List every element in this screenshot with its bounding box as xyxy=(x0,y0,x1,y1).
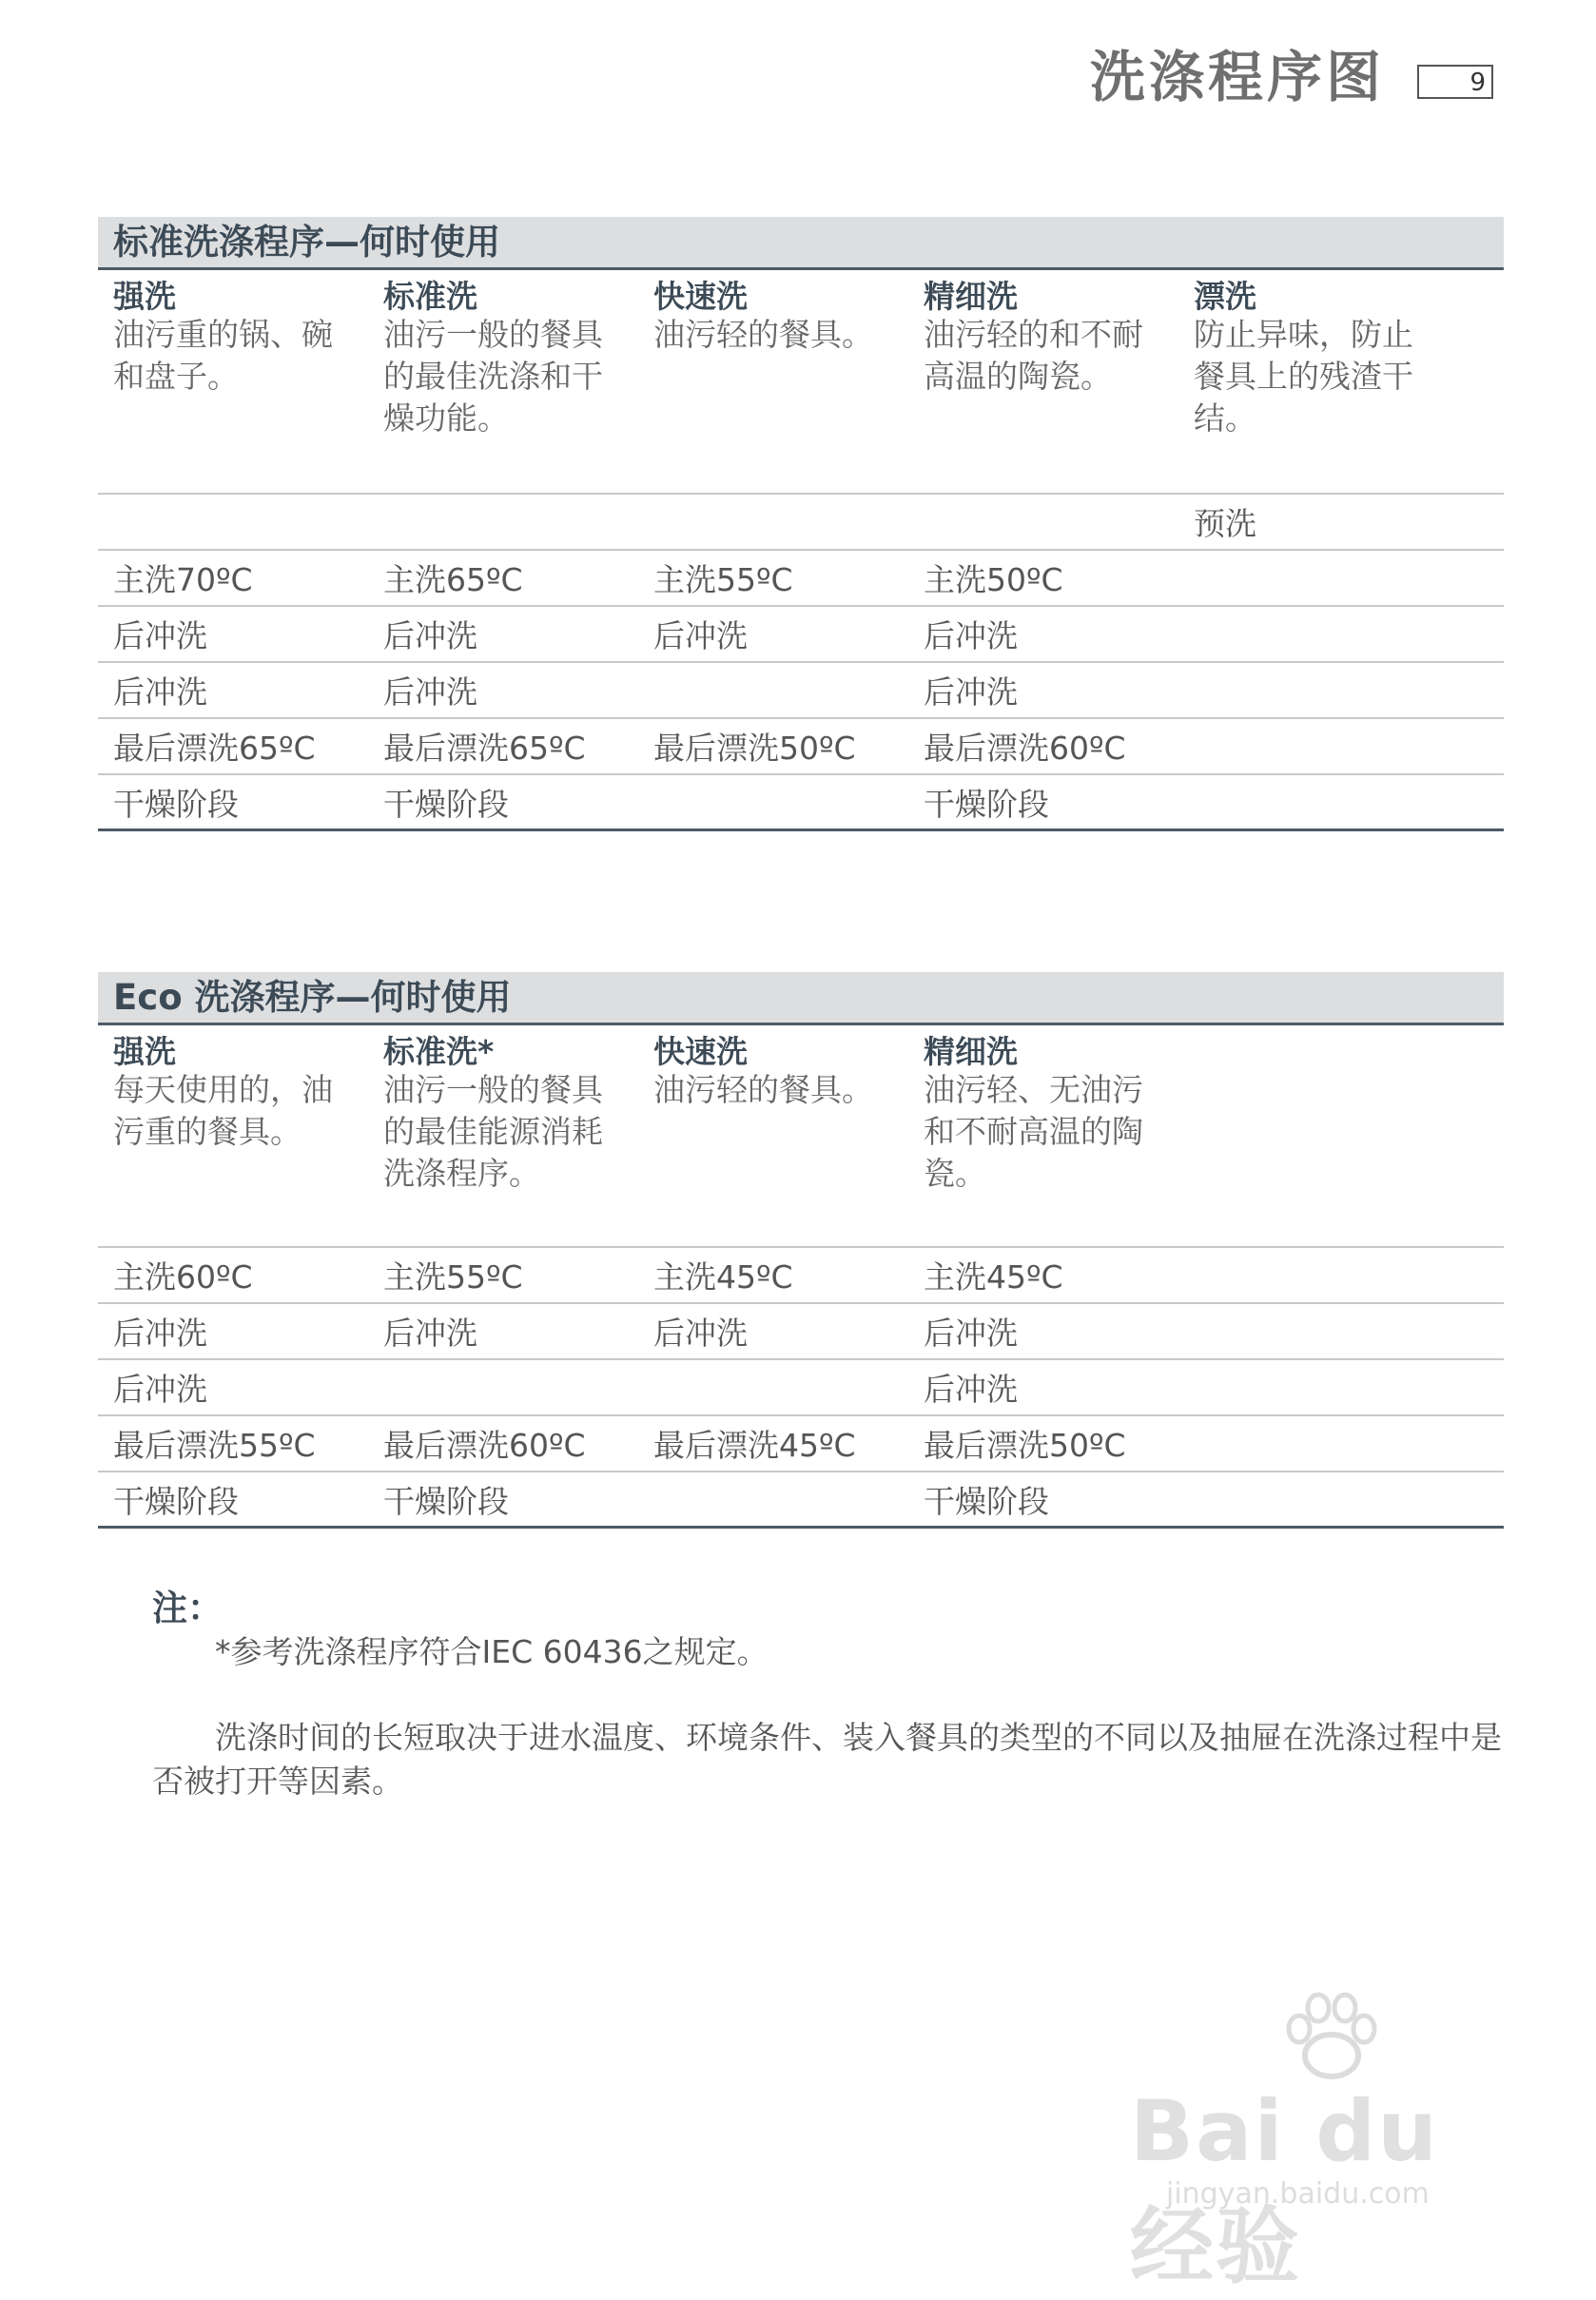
program-description: 油污重的锅、碗和盘子。 xyxy=(113,316,333,395)
step-cell: 主洗45ºC xyxy=(653,1258,793,1296)
page-number: 9 xyxy=(1417,65,1493,99)
table-row xyxy=(98,1416,1504,1472)
table-row xyxy=(98,1472,1504,1529)
program-name: 强洗 xyxy=(113,1033,176,1070)
table-row xyxy=(98,1360,1504,1416)
step-cell: 最后漂洗60ºC xyxy=(383,1427,586,1464)
table-row xyxy=(98,663,1504,719)
note-line: *参考洗涤程序符合IEC 60436之规定。 xyxy=(215,1633,769,1670)
step-cell: 主洗50ºC xyxy=(924,561,1063,598)
watermark-url: jingyan.baidu.com xyxy=(1166,2177,1430,2211)
program-column xyxy=(653,1025,924,1246)
step-cell: 后冲洗 xyxy=(924,1315,1018,1352)
program-description: 油污轻的餐具。 xyxy=(653,316,873,353)
program-column xyxy=(653,270,924,493)
step-cell: 后冲洗 xyxy=(924,617,1018,654)
program-description: 油污一般的餐具的最佳能源消耗洗涤程序。 xyxy=(383,1071,603,1192)
step-cell: 干燥阶段 xyxy=(113,785,239,823)
program-name: 精细洗 xyxy=(924,278,1018,315)
table-row xyxy=(98,1304,1504,1360)
step-cell: 干燥阶段 xyxy=(113,1482,239,1520)
step-cell: 后冲洗 xyxy=(924,1371,1018,1408)
program-column xyxy=(924,1025,1194,1246)
program-column xyxy=(383,270,653,493)
program-name: 强洗 xyxy=(113,278,176,315)
step-cell: 后冲洗 xyxy=(653,617,748,654)
step-cell: 主洗55ºC xyxy=(383,1258,523,1296)
step-cell: 主洗60ºC xyxy=(113,1258,253,1296)
step-cell: 预洗 xyxy=(1194,505,1256,542)
step-cell: 干燥阶段 xyxy=(924,1482,1049,1520)
program-column xyxy=(383,1025,653,1246)
program-description: 油污轻的餐具。 xyxy=(653,1071,873,1108)
program-description: 油污轻的和不耐高温的陶瓷。 xyxy=(924,316,1143,395)
section-title: 标准洗涤程序—何时使用 xyxy=(98,217,1504,270)
program-column xyxy=(924,270,1194,493)
program-column xyxy=(113,270,383,493)
note-line: 洗涤时间的长短取决于进水温度、环境条件、装入餐具的类型的不同以及抽屉在洗涤过程中是否被打开等因素。 xyxy=(152,1719,1502,1800)
step-cell: 主洗65ºC xyxy=(383,561,523,598)
step-cell: 干燥阶段 xyxy=(383,1482,509,1520)
step-cell: 最后漂洗65ºC xyxy=(113,730,316,767)
notes-title: 注： xyxy=(152,1588,223,1628)
step-cell: 最后漂洗50ºC xyxy=(653,730,856,767)
paw-icon xyxy=(1275,1991,1389,2086)
program-descriptions xyxy=(98,270,1504,495)
step-cell: 最后漂洗65ºC xyxy=(383,730,586,767)
step-cell: 干燥阶段 xyxy=(924,785,1049,823)
notes xyxy=(152,1587,1503,1803)
step-cell: 主洗55ºC xyxy=(653,561,793,598)
step-cell: 主洗70ºC xyxy=(113,561,253,598)
standard-programs-table xyxy=(98,217,1504,831)
table-row xyxy=(98,775,1504,831)
step-cell: 后冲洗 xyxy=(383,617,477,654)
program-column xyxy=(1194,270,1464,493)
watermark-logo: Bai du 经验 xyxy=(1130,2082,1439,2295)
table-row xyxy=(98,1248,1504,1304)
step-cell: 主洗45ºC xyxy=(924,1258,1063,1296)
program-name: 标准洗* xyxy=(383,1033,495,1070)
step-cell: 后冲洗 xyxy=(113,673,207,711)
step-cell: 后冲洗 xyxy=(383,673,477,711)
step-cell: 后冲洗 xyxy=(924,673,1018,711)
eco-programs-table xyxy=(98,972,1504,1529)
program-name: 标准洗 xyxy=(383,278,477,315)
step-cell: 最后漂洗55ºC xyxy=(113,1427,316,1464)
step-cell: 后冲洗 xyxy=(113,1371,207,1408)
program-name: 漂洗 xyxy=(1194,278,1256,315)
watermark xyxy=(1130,1991,1529,2295)
program-description: 油污轻、无油污和不耐高温的陶瓷。 xyxy=(924,1071,1143,1192)
program-column xyxy=(113,1025,383,1246)
program-descriptions xyxy=(98,1025,1504,1248)
program-description: 油污一般的餐具的最佳洗涤和干燥功能。 xyxy=(383,316,603,437)
step-cell: 最后漂洗60ºC xyxy=(924,730,1126,767)
page-header xyxy=(1089,45,1493,109)
step-cell: 后冲洗 xyxy=(113,1315,207,1352)
section-title: Eco 洗涤程序—何时使用 xyxy=(98,972,1504,1025)
program-name: 精细洗 xyxy=(924,1033,1018,1070)
program-name: 快速洗 xyxy=(653,278,748,315)
step-cell: 后冲洗 xyxy=(383,1315,477,1352)
step-cell: 最后漂洗50ºC xyxy=(924,1427,1126,1464)
step-cell: 最后漂洗45ºC xyxy=(653,1427,856,1464)
program-description: 防止异味，防止餐具上的残渣干结。 xyxy=(1194,316,1413,437)
page-title: 洗涤程序图 xyxy=(1089,45,1385,109)
step-cell: 干燥阶段 xyxy=(383,785,509,823)
program-column xyxy=(1194,1025,1464,1246)
table-row xyxy=(98,607,1504,663)
step-cell: 后冲洗 xyxy=(113,617,207,654)
program-name: 快速洗 xyxy=(653,1033,748,1070)
table-row xyxy=(98,551,1504,607)
program-description: 每天使用的，油污重的餐具。 xyxy=(113,1071,333,1150)
table-row xyxy=(98,719,1504,775)
step-cell: 后冲洗 xyxy=(653,1315,748,1352)
table-row xyxy=(98,495,1504,551)
